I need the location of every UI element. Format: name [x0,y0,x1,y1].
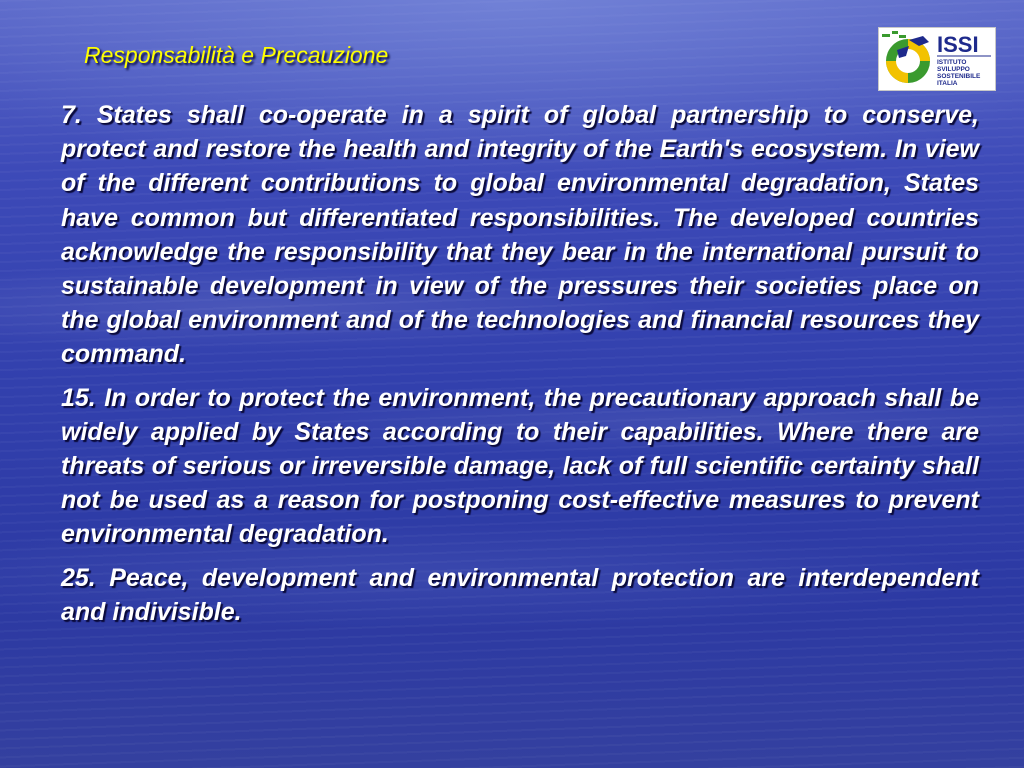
issi-logo [878,27,996,91]
slide-body [61,98,979,638]
logo-line-1: ISTITUTO [937,59,967,66]
logo-line-4: ITALIA [937,80,958,87]
logo-line-3: SOSTENIBILE [937,73,981,80]
issi-emblem [882,31,930,83]
logo-name: ISSI [937,32,979,57]
paragraph-principle-7: 7. States shall co-operate in a spirit of global partnership to conserve, protect and restore the health and integrity of the Earth's ecosystem. In view of the different contributions to global environmental degradation, States have common but differentiated responsibilities. The developed countries acknowledge the responsibility that they bear in the international pursuit to sustainable development in view of the pressures their societies place on the global environment and of the technologies and financial resources they command. [61,101,979,369]
issi-logo-graphic [879,28,995,90]
paragraph-principle-25: 25. Peace, development and environmental protection are interdependent and indivisible. [61,563,979,626]
slide-title: Responsabilità e Precauzione [84,42,389,68]
paragraph-principle-15: 15. In order to protect the environment, the precautionary approach shall be widely applied by States according to their capabilities. Where there are threats of serious or irreversible damage, lack of full scientific certainty shall not be used as a reason for postponing cost-effective measures to prevent environmental degradation. [61,383,979,549]
logo-line-2: SVILUPPO [937,66,970,73]
